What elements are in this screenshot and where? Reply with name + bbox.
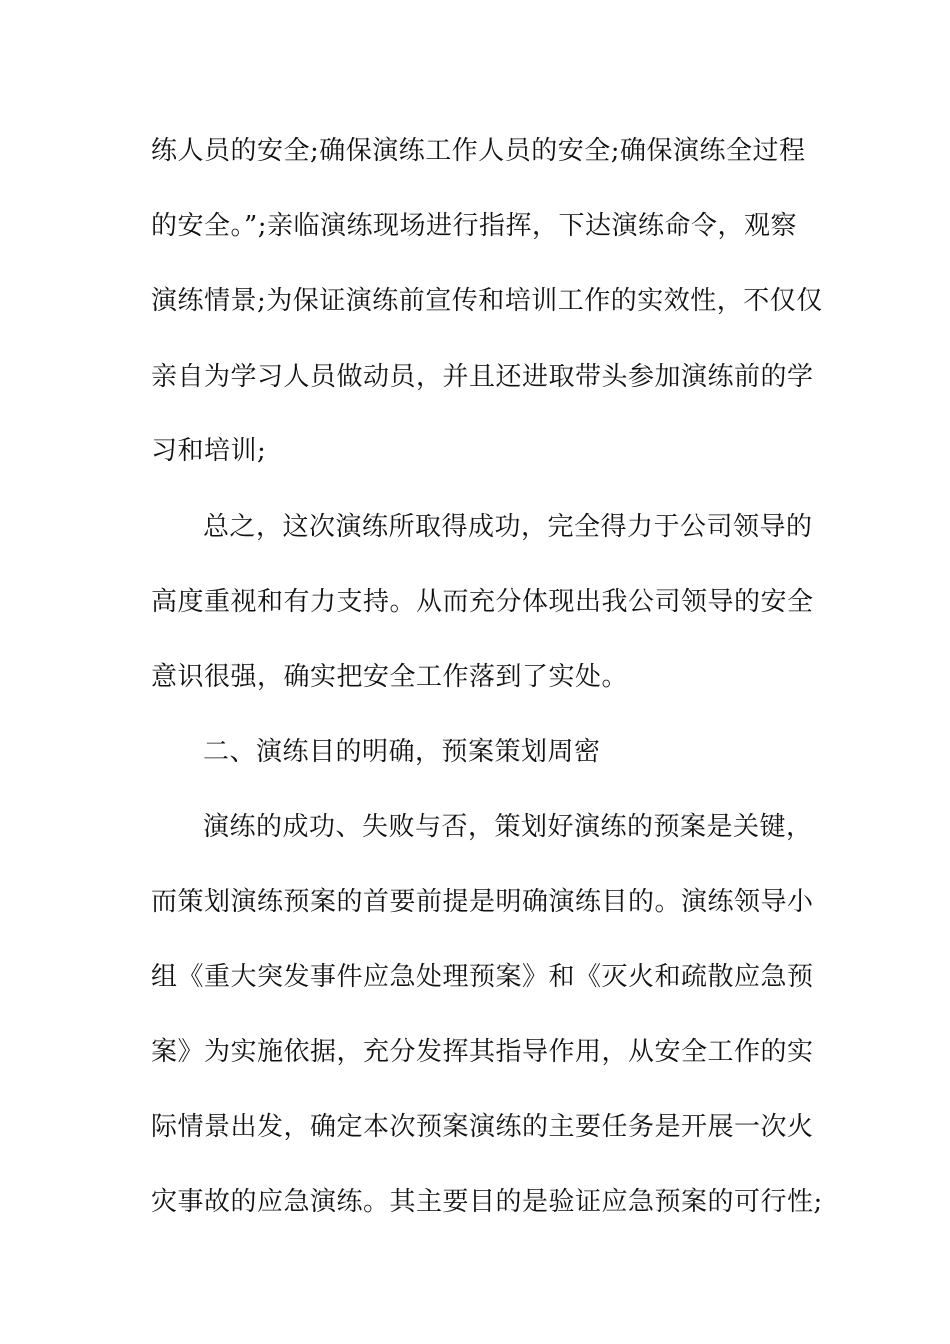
text-line: 而策划演练预案的首要前提是明确演练目的。演练领导小 (151, 887, 814, 917)
text-line: 灾事故的应急演练。其主要目的是验证应急预案的可行性; (151, 1187, 823, 1217)
text-line: 习和培训; (151, 436, 267, 466)
text-line: 演练情景;为保证演练前宣传和培训工作的实效性，不仅仅 (151, 286, 823, 316)
paragraph-first-line: 总之，这次演练所取得成功，完全得力于公司领导的 (203, 512, 813, 542)
text-line: 案》为实施依据，充分发挥其指导作用，从安全工作的实 (151, 1037, 814, 1067)
text-line: 际情景出发，确定本次预案演练的主要任务是开展一次火 (151, 1112, 814, 1142)
text-line: 亲自为学习人员做动员，并且还进取带头参加演练前的学 (151, 362, 814, 392)
text-line: 意识很强，确实把安全工作落到了实处。 (151, 662, 629, 692)
text-line: 高度重视和有力支持。从而充分体现出我公司领导的安全 (151, 587, 814, 617)
section-heading: 二、演练目的明确，预案策划周密 (203, 737, 601, 767)
text-line: 组《重大突发事件应急处理预案》和《灭火和疏散应急预 (151, 962, 814, 992)
paragraph-first-line: 演练的成功、失败与否，策划好演练的预案是关键， (203, 812, 813, 842)
text-line: 练人员的安全;确保演练工作人员的安全;确保演练全过程 (151, 136, 806, 166)
text-line: 的安全。”;亲临演练现场进行指挥，下达演练命令，观察 (151, 211, 798, 241)
